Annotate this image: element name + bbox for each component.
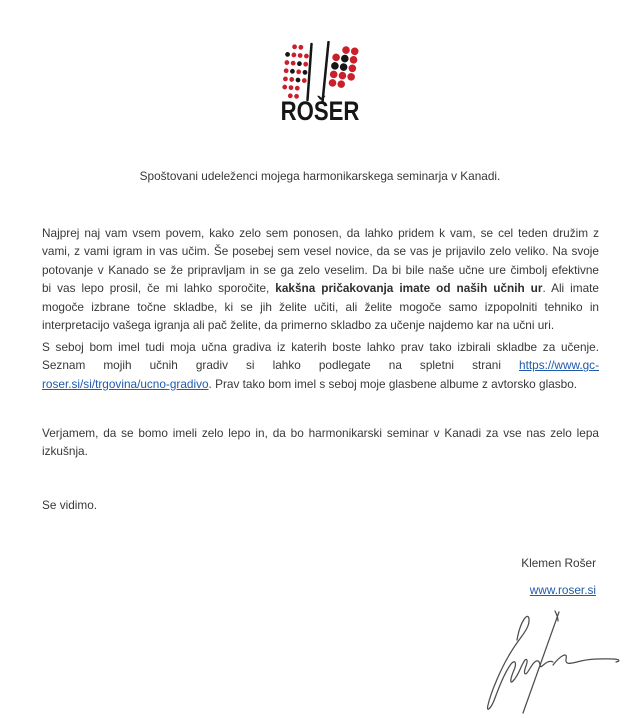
bold-expectations-phrase: kakšna pričakovanja imate od naših učnih ur: [275, 281, 543, 296]
website-link-wrap: [300, 581, 596, 599]
text-line: vami, z vami igram in vas učim. Še posebej sem vesel novice, da se vas je prijavilo zelo veliko. Na svoje: [42, 244, 599, 259]
text-segment: . Ali imate: [542, 281, 599, 296]
text-segment: . Prav tako bom imel s seboj moje glasbene albume z avtorsko glasbo.: [208, 376, 578, 391]
text-line: Najprej naj vam vsem povem, kako zelo sem ponosen, da lahko pridem k vam, se cel teden družim z: [42, 226, 599, 240]
text-segment: Seznam mojih učnih gradiv si lahko podlegate na spletni strani: [42, 358, 520, 373]
text-line: potovanje v Kanado se že pripravljam in se ga zelo veselim. Da bi bile naše učne ure čimbolj efektivne: [42, 262, 599, 277]
signature-image: [460, 608, 636, 718]
paragraph-2: [42, 338, 599, 393]
text-line: izkušnja.: [42, 444, 88, 459]
website-link[interactable]: www.roser.si: [529, 583, 596, 597]
text-segment: bi vas lepo prosil, če mi lahko sporočite,: [42, 281, 276, 296]
logo-wordmark: ROŠER: [280, 96, 360, 126]
text-line: [42, 356, 599, 374]
shop-link-part-1[interactable]: https://www.gc-: [519, 358, 599, 373]
closing-line: Se vidimo.: [42, 498, 98, 512]
paragraph-3: [42, 424, 599, 461]
text-line: mogoče izbrane točne skladbe, ki se jih želite učiti, ali želite mogoče samo izpopolniti tehniko in: [42, 299, 599, 314]
text-line: interpretacijo vašega igranja ali pač želite, da primerno skladbo za učenje najdemo kar na učni uri.: [42, 318, 555, 333]
text-line: S seboj bom imel tudi moja učna gradiva iz katerih boste lahko prav tako izbirali skladbe za učenje.: [42, 340, 599, 354]
signer-name: Klemen Rošer: [521, 556, 596, 570]
text-line: [42, 279, 599, 297]
text-line: [42, 375, 599, 393]
salutation-line: Spoštovani udeleženci mojega harmonikarskega seminarja v Kanadi.: [139, 169, 501, 183]
shop-link-part-2[interactable]: roser.si/si/trgovina/ucno-gradivo: [42, 376, 209, 391]
text-line: Verjamem, da se bomo imeli zelo lepo in, da bo harmonikarski seminar v Kanadi za vse nas zelo lepa: [42, 426, 599, 440]
paragraph-1: [42, 224, 599, 334]
